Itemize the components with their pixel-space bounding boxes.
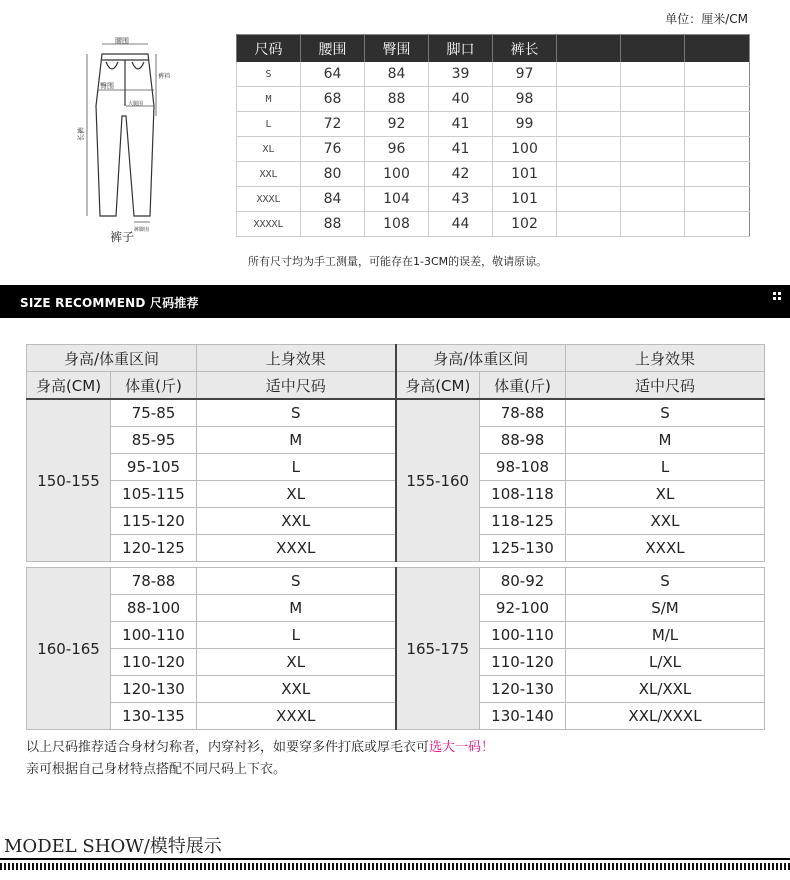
measurement-cell: 92 [365,112,429,137]
weight-cell: 108-118 [480,481,566,508]
size-cell: L [237,112,301,137]
measurement-cell: 97 [493,62,557,87]
recommend-table-1 [26,344,765,562]
measurement-cell: 108 [365,212,429,237]
size-cell: XXXL [566,535,765,562]
empty-cell [557,62,621,87]
empty-cell [685,187,750,212]
measurement-header [557,35,621,63]
size-cell: XL [197,649,396,676]
grid-dots-icon [773,292,781,300]
empty-cell [685,162,750,187]
measurement-cell: 44 [429,212,493,237]
height-range-cell: 160-165 [27,568,111,730]
measurement-cell: 98 [493,87,557,112]
model-show-title: MODEL SHOW/模特展示 [4,836,222,857]
measurement-cell: 76 [301,137,365,162]
empty-cell [557,137,621,162]
weight-cell: 110-120 [111,649,197,676]
measurement-cell: 104 [365,187,429,212]
measurement-row [237,112,750,137]
measurement-cell: 68 [301,87,365,112]
measurement-cell: 84 [365,62,429,87]
size-cell: XL [566,481,765,508]
empty-cell [621,137,685,162]
measurement-header: 裤长 [493,35,557,63]
weight-cell: 75-85 [111,399,197,427]
empty-cell [557,212,621,237]
weight-cell: 130-135 [111,703,197,730]
measurement-cell: 41 [429,137,493,162]
pants-diagram [78,36,188,246]
measurement-table [236,34,750,237]
measurement-note: 所有尺寸均为手工测量，可能存在1-3CM的误差，敬请原谅。 [248,255,548,268]
measurement-header: 尺码 [237,35,301,63]
empty-cell [557,187,621,212]
measurement-header: 脚口 [429,35,493,63]
size-cell: XXXL [197,703,396,730]
weight-cell: 78-88 [111,568,197,595]
banner-title: SIZE RECOMMEND 尺码推荐 [20,296,199,310]
measurement-cell: 42 [429,162,493,187]
recommend-row [27,399,765,427]
description-highlight: 选大一码！ [429,740,495,755]
size-cell: M [197,595,396,622]
weight-cell: 100-110 [111,622,197,649]
hatched-divider [0,863,790,870]
recommend-subheader-row [27,372,765,400]
height-header: 身高(CM) [27,372,111,400]
hem-label: 裤脚围 [134,227,150,233]
weight-cell: 85-95 [111,427,197,454]
weight-cell: 92-100 [480,595,566,622]
weight-cell: 125-130 [480,535,566,562]
measurement-cell: 40 [429,87,493,112]
size-cell: S [237,62,301,87]
measurement-header [685,35,750,63]
measurement-cell: 101 [493,187,557,212]
measurement-cell: 101 [493,162,557,187]
measurement-cell: 84 [301,187,365,212]
size-cell: L [197,454,396,481]
weight-cell: 88-100 [111,595,197,622]
weight-cell: 105-115 [111,481,197,508]
size-header: 适中尺码 [197,372,396,400]
size-cell: XXL/XXXL [566,703,765,730]
size-cell: S [197,399,396,427]
measurement-row [237,62,750,87]
measurement-cell: 100 [493,137,557,162]
size-cell: XL [237,137,301,162]
measurement-cell: 39 [429,62,493,87]
size-cell: S [566,568,765,595]
size-cell: M [237,87,301,112]
divider [0,858,790,860]
size-cell: L [566,454,765,481]
empty-cell [621,87,685,112]
empty-cell [557,112,621,137]
recommend-row [27,568,765,595]
empty-cell [685,62,750,87]
weight-header: 体重(斤) [111,372,197,400]
range-header: 身高/体重区间 [27,345,197,372]
measurement-row [237,162,750,187]
weight-header: 体重(斤) [480,372,566,400]
description-line-1 [26,737,494,759]
measurement-header-row [237,35,750,63]
empty-cell [621,112,685,137]
hip-label: 臀围 [100,82,114,90]
empty-cell [685,112,750,137]
description-line-2: 亲可根据自己身材特点搭配不同尺码上下衣。 [26,762,287,777]
height-range-cell: 150-155 [27,399,111,562]
size-cell: M [197,427,396,454]
effect-header: 上身效果 [566,345,765,372]
recommend-description [26,737,494,781]
weight-cell: 80-92 [480,568,566,595]
size-cell: L/XL [566,649,765,676]
size-cell: XL/XXL [566,676,765,703]
empty-cell [621,62,685,87]
size-cell: XXL [197,508,396,535]
length-label: 长裤 [77,127,85,141]
size-cell: S [197,568,396,595]
measurement-cell: 96 [365,137,429,162]
recommend-header-row [27,345,765,372]
measurement-cell: 80 [301,162,365,187]
size-cell: XXXXL [237,212,301,237]
size-cell: XL [197,481,396,508]
measurement-row [237,212,750,237]
empty-cell [685,87,750,112]
size-cell: XXL [566,508,765,535]
measurement-cell: 41 [429,112,493,137]
measurement-header: 腰围 [301,35,365,63]
measurement-cell: 64 [301,62,365,87]
measurement-cell: 99 [493,112,557,137]
height-range-cell: 165-175 [396,568,480,730]
measurement-row [237,187,750,212]
size-cell: XXL [197,676,396,703]
unit-label: 单位：厘米/CM [665,12,748,26]
measurement-cell: 88 [301,212,365,237]
empty-cell [621,212,685,237]
weight-cell: 100-110 [480,622,566,649]
effect-header: 上身效果 [197,345,396,372]
empty-cell [685,212,750,237]
weight-cell: 130-140 [480,703,566,730]
range-header: 身高/体重区间 [396,345,566,372]
size-cell: S [566,399,765,427]
diagram-caption: 裤子 [110,230,135,244]
weight-cell: 95-105 [111,454,197,481]
height-header: 身高(CM) [396,372,480,400]
empty-cell [621,162,685,187]
empty-cell [557,87,621,112]
empty-cell [557,162,621,187]
size-recommend-banner [0,285,790,318]
weight-cell: 110-120 [480,649,566,676]
measurement-cell: 100 [365,162,429,187]
thigh-label: 大腿围 [128,101,144,107]
measurement-cell: 102 [493,212,557,237]
size-header: 适中尺码 [566,372,765,400]
size-cell: M/L [566,622,765,649]
weight-cell: 120-130 [111,676,197,703]
measurement-header [621,35,685,63]
size-cell: XXXL [237,187,301,212]
measurement-cell: 88 [365,87,429,112]
measurement-cell: 72 [301,112,365,137]
empty-cell [685,137,750,162]
size-cell: M [566,427,765,454]
measurement-cell: 43 [429,187,493,212]
size-cell: L [197,622,396,649]
empty-cell [621,187,685,212]
waist-label: 腰围 [115,37,129,45]
size-cell: S/M [566,595,765,622]
size-cell: XXXL [197,535,396,562]
height-range-cell: 155-160 [396,399,480,562]
crotch-label: 裤裆 [158,73,171,80]
weight-cell: 118-125 [480,508,566,535]
description-text: 以上尺码推荐适合身材匀称者，内穿衬衫，如要穿多件打底或厚毛衣可 [26,740,430,755]
weight-cell: 115-120 [111,508,197,535]
weight-cell: 120-130 [480,676,566,703]
weight-cell: 120-125 [111,535,197,562]
weight-cell: 78-88 [480,399,566,427]
size-cell: XXL [237,162,301,187]
recommend-table-2 [26,567,765,730]
measurement-row [237,137,750,162]
weight-cell: 98-108 [480,454,566,481]
weight-cell: 88-98 [480,427,566,454]
measurement-header: 臀围 [365,35,429,63]
measurement-row [237,87,750,112]
